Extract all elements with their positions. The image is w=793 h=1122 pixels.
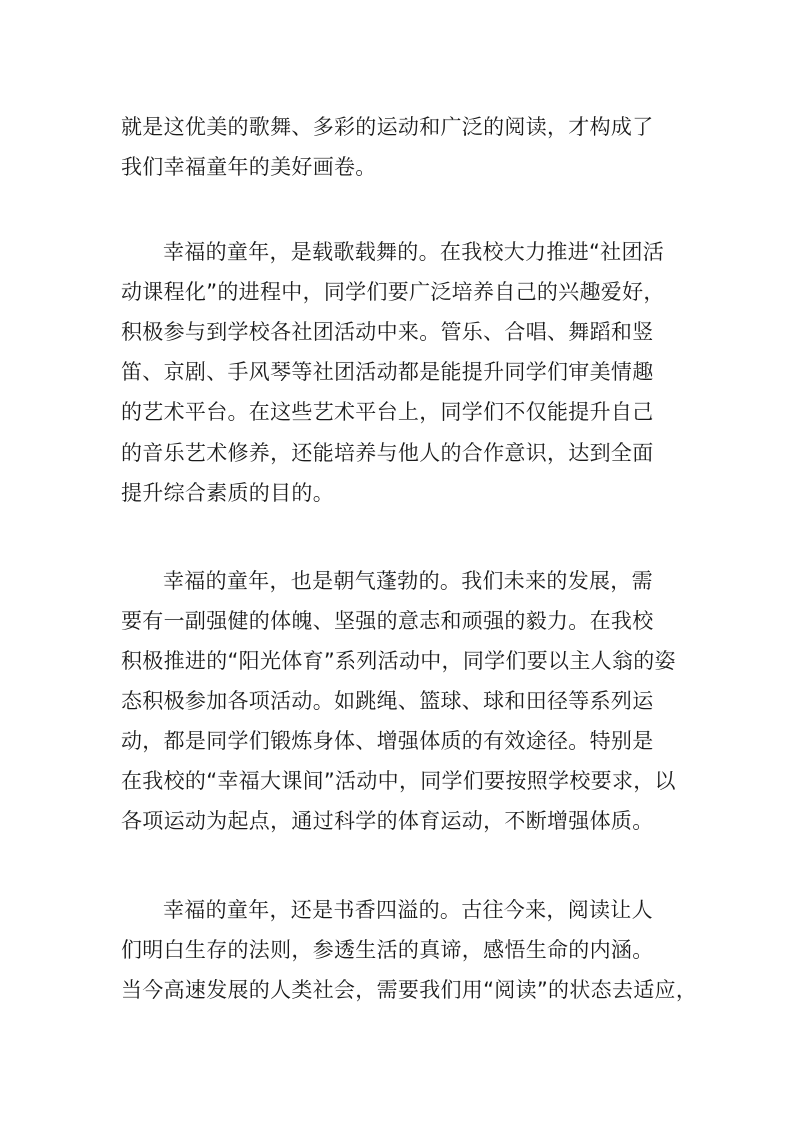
text-line: 要有一副强健的体魄、坚强的意志和顽强的毅力。在我校: [121, 609, 654, 633]
text-line: 就是这优美的歌舞、多彩的运动和广泛的阅读，才构成了: [121, 115, 654, 139]
text-line: 动课程化”的进程中，同学们要广泛培养自己的兴趣爱好，: [121, 280, 665, 304]
text-line: 的音乐艺术修养，还能培养与他人的合作意识，达到全面: [121, 441, 654, 465]
paragraph-first-line: 幸福的童年，也是朝气蓬勃的。我们未来的发展，需: [163, 569, 653, 593]
text-line: 们明白生存的法则，参透生活的真谛，感悟生命的内涵。: [121, 938, 654, 962]
text-line: 积极参与到学校各社团活动中来。管乐、合唱、舞蹈和竖: [121, 320, 654, 344]
text-line: 动，都是同学们锻炼身体、增强体质的有效途径。特别是: [121, 729, 654, 753]
text-line: 笛、京剧、手风琴等社团活动都是能提升同学们审美情趣: [121, 360, 654, 384]
text-line: 提升综合素质的目的。: [121, 481, 334, 505]
text-line: 态积极参加各项活动。如跳绳、篮球、球和田径等系列运: [121, 689, 654, 713]
text-line: 在我校的“幸福大课间”活动中，同学们要按照学校要求，以: [121, 769, 676, 793]
paragraph-first-line: 幸福的童年，是载歌载舞的。在我校大力推进“社团活: [163, 240, 665, 264]
text-line: 当今高速发展的人类社会，需要我们用“阅读”的状态去适应，: [121, 978, 698, 1002]
text-line: 各项运动为起点，通过科学的体育运动，不断增强体质。: [121, 809, 654, 833]
text-line: 我们幸福童年的美好画卷。: [121, 155, 377, 179]
paragraph-first-line: 幸福的童年，还是书香四溢的。古往今来，阅读让人: [163, 898, 653, 922]
text-line: 积极推进的“阳光体育”系列活动中，同学们要以主人翁的姿: [121, 649, 676, 673]
text-line: 的艺术平台。在这些艺术平台上，同学们不仅能提升自己: [121, 400, 654, 424]
